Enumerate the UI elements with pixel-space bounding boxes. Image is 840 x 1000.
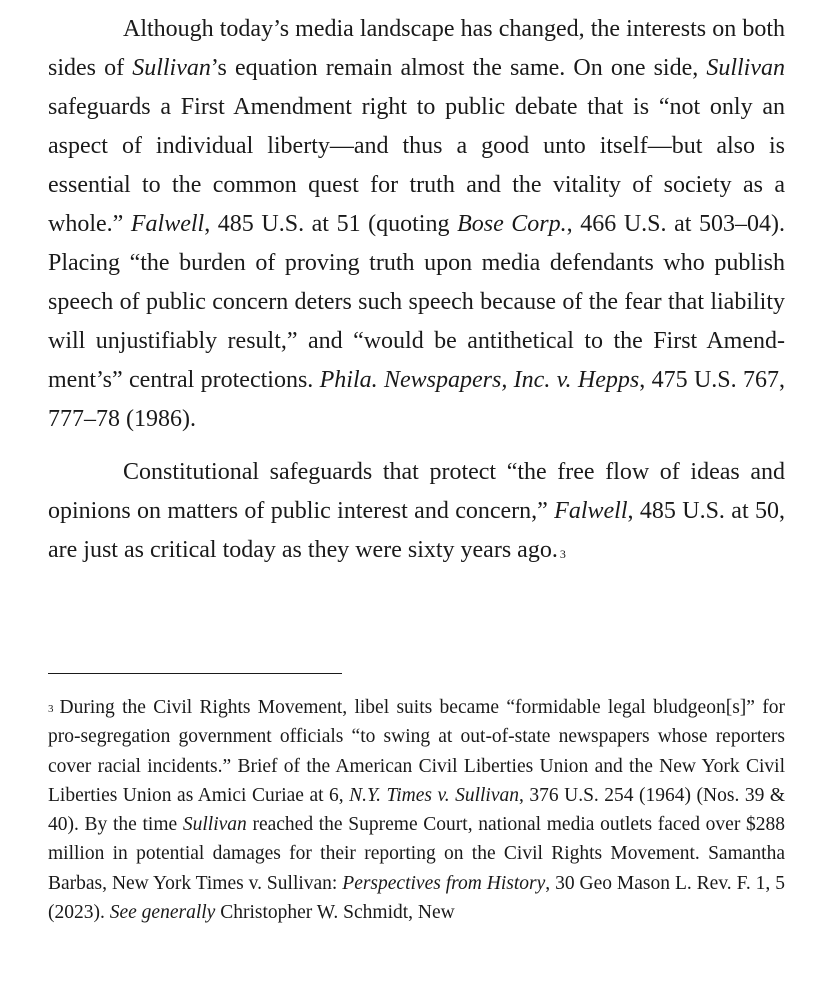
italic-citation: Bose Corp.	[457, 211, 567, 237]
footnote-reference: 3	[559, 547, 566, 561]
italic-citation: Falwell	[554, 498, 628, 524]
italic-citation: Sullivan	[706, 55, 785, 81]
footnote-3	[48, 693, 785, 927]
italic-citation: Sullivan	[182, 814, 247, 836]
footnote-marker: 3	[48, 703, 54, 715]
paragraph-1: Although today’s media landscape has changed, the interests on both sides of Sullivan’s equation remain almost the same. On one side, Sullivan safeguards a First Amendment right to public debate that is “not only an aspect of individual liberty—and thus a good unto itself—but also is essential to the common quest for truth and the vitality of society as a whole.” Falwell, 485 U.S. at 51 (quoting Bose Corp., 466 U.S. at 503–04). Placing “the burden of proving truth upon media defendants who publish speech of public concern deters such speech because of the fear that liability will unjustifiably result,” and “would be antithetical to the First Amendment’s” central protections. Phila. Newspapers, Inc. v. Hepps, 475 U.S. 767, 777–78 (1986).	[48, 16, 785, 432]
paragraph-2	[48, 453, 785, 570]
document-body	[48, 10, 785, 570]
paragraph-2-text: Constitutional safeguards that protect “the free flow of ideas and opinions on matters of public interest and concern,” Falwell, 485 U.S. at 50, are just as critical today as they were sixty years ago.	[48, 459, 785, 563]
italic-citation: See generally	[109, 902, 216, 924]
italic-citation: Perspectives from History	[342, 872, 546, 894]
italic-citation: Sullivan	[132, 55, 211, 81]
italic-citation: Phila. Newspapers, Inc. v. Hepps	[319, 367, 640, 393]
footnote-separator	[48, 673, 342, 674]
italic-citation: Falwell	[130, 211, 205, 237]
footnote-text: During the Civil Rights Movement, libel suits became “formidable legal bludgeon[s]” for pro-segregation government officials “to swing at out-of-state newspapers whose reporters cover racial incidents.” Brief of the American Civil Liberties Union and the New York Civil Liberties Union as Amici Curiae at 6, N.Y. Times v. Sullivan, 376 U.S. 254 (1964) (Nos. 39 & 40). By the time Sullivan reached the Supreme Court, national media outlets faced over $288 million in potential damages for their reporting on the Civil Rights Movement. Samantha Barbas, New York Times v. Sullivan: Perspectives from History, 30 Geo Mason L. Rev. F. 1, 5 (2023). See generally Christopher W. Schmidt, New	[48, 697, 786, 924]
italic-citation: N.Y. Times v. Sullivan	[349, 784, 519, 806]
